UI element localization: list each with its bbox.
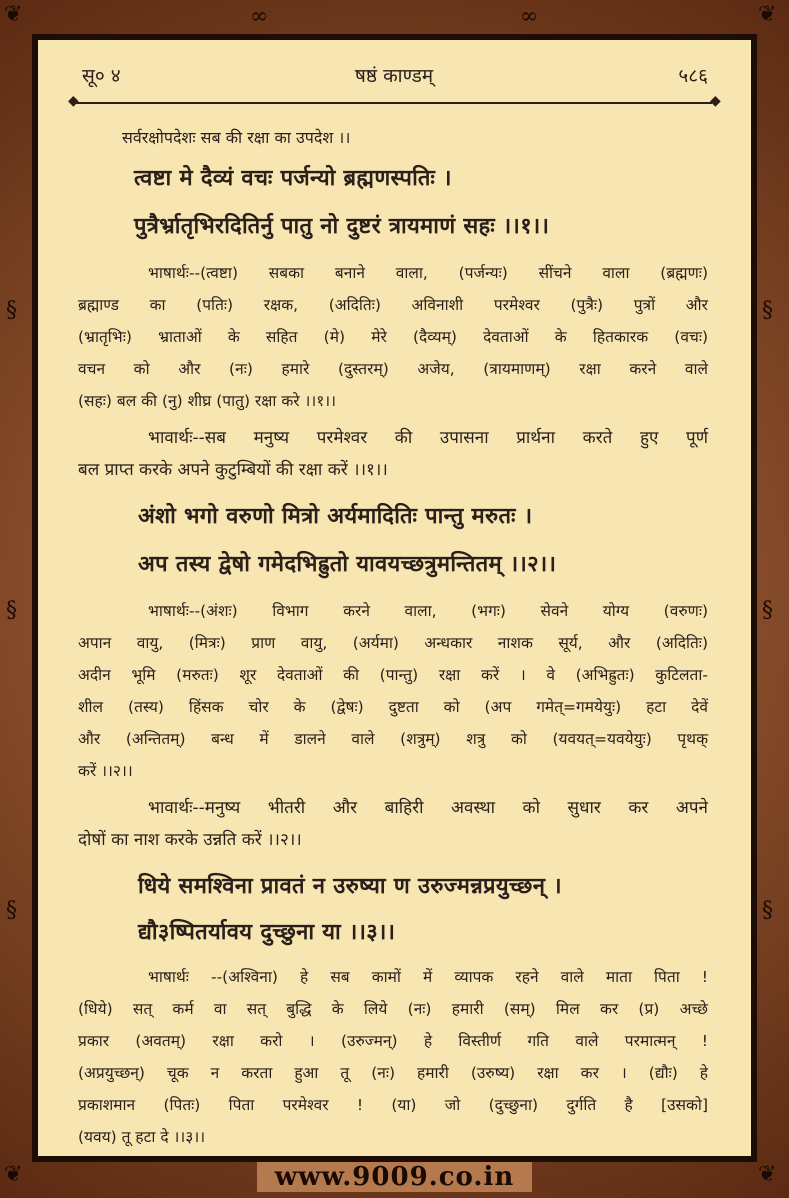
ornament-icon: ∞ [250,4,269,29]
bhasharth-line: (धिये) सत् कर्म वा सत् बुद्धि के लिये (नः) हमारी (सम्) मिल कर (प्र) अच्छे [78,1000,708,1018]
bhasharth-line: प्रकाशमान (पितः) पिता परमेश्वर ! (या) जो (दुच्छुना) दुर्गति है [उसको] [78,1096,708,1114]
ornament-icon: § [762,598,773,623]
page-number: ५८६ [678,65,708,87]
bhasharth-line: (यवय) तू हटा दे ।।३।। [78,1128,206,1146]
bhasharth-line: भाषार्थः--(त्वष्टा) सबका बनाने वाला, (पर्जन्यः) सींचने वाला (ब्रह्मणः) [148,264,708,282]
rule-ornament-icon: ◆ [710,93,721,109]
ornament-icon: ❦ [4,2,23,27]
ornament-icon: § [762,298,773,323]
bhavarth-line: दोषों का नाश करके उन्नति करें ।।२।। [78,830,302,850]
ornament-icon: § [6,898,17,923]
bhasharth-line: वचन को और (नः) हमारे (दुस्तरम्) अजेय, (त्रायमाणम्) रक्षा करने वाले [78,360,708,378]
bhavarth-line: भावार्थः--सब मनुष्य परमेश्वर की उपासना प्रार्थना करते हुए पूर्ण [148,428,708,448]
bhasharth-line: भाषार्थः --(अश्विना) हे सब कामों में व्यापक रहने वाले माता पिता ! [148,968,708,986]
ornament-icon: ❦ [758,2,777,27]
rule-ornament-icon: ◆ [68,93,79,109]
bhasharth-line: ब्रह्माण्ड का (पतिः) रक्षक, (अदितिः) अविनाशी परमेश्वर (पुत्रैः) पुत्रों और [78,296,708,314]
ornament-icon: § [762,898,773,923]
ornament-icon: ❦ [758,1162,777,1187]
bhasharth-line: शील (तस्य) हिंसक चोर के (द्वेषः) दुष्टता को (अप गमेत्=गमयेयुः) हटा देवें [78,698,708,716]
page-header [74,62,714,92]
bhasharth-line: करें ।।२।। [78,762,133,780]
website-url [0,1162,789,1192]
ornament-icon: § [6,598,17,623]
website-url-text: www.9009.co.in [257,1162,533,1192]
bhavarth-line: बल प्राप्त करके अपने कुटुम्बियों की रक्षा करें ।।१।। [78,460,388,480]
bhasharth-line: अपान वायु, (मित्रः) प्राण वायु, (अर्यमा) अन्धकार नाशक सूर्य, और (अदितिः) [78,634,708,652]
bhasharth-line: भाषार्थः--(अंशः) विभाग करने वाला, (भगः) सेवने योग्य (वरुणः) [148,602,708,620]
verse-line: अंशो भगो वरुणो मित्रो अर्यमादितिः पान्तु मरुतः । [138,504,533,529]
sukta-number: सू० ४ [82,65,121,87]
header-rule [76,102,712,104]
ornament-icon: ❦ [4,1162,23,1187]
kanda-title: षष्ठं काण्डम् [354,65,434,87]
verse-line: द्यौ३ष्पितर्यावय दुच्छुना या ।।३।। [138,920,396,945]
document-page [38,40,751,1156]
verse-line: अप तस्य द्वेषो गमेदभिह्रुतो यावयच्छत्रुमन्तितम् ।।२।। [138,552,557,577]
bhasharth-line: और (अन्तितम्) बन्ध में डालने वाले (शत्रुम्) शत्रु को (यवयत्=यवयेयुः) पृथक् [78,730,708,748]
ornament-icon: ∞ [520,4,539,29]
verse-line: त्वष्टा मे दैव्यं वचः पर्जन्यो ब्रह्मणस्पतिः । [134,166,452,191]
bhasharth-line: अदीन भूमि (मरुतः) शूर देवताओं की (पान्तु) रक्षा करें । वे (अभिह्रुतः) कुटिलता- [78,666,708,684]
verse-line: धिये समश्विना प्रावतं न उरुष्या ण उरुज्मन्नप्रयुच्छन् । [138,874,562,899]
bhasharth-line: (अप्रयुच्छन्) चूक न करता हुआ तू (नः) हमारी (उरुष्य) रक्षा कर । (द्यौः) हे [78,1064,708,1082]
verse-line: पुत्रैर्भ्रातृभिरदितिर्नु पातु नो दुष्टरं त्रायमाणं सहः ।।१।। [134,214,550,239]
bhasharth-line: प्रकार (अवतम्) रक्षा करो । (उरुज्मन्) हे विस्तीर्ण गति वाले परमात्मन् ! [78,1032,708,1050]
ornament-icon: § [6,298,17,323]
topic-line: सर्वरक्षोपदेशः सब की रक्षा का उपदेश ।। [122,128,351,147]
bhasharth-line: (सहः) बल की (नु) शीघ्र (पातु) रक्षा करे ।।१।। [78,392,337,410]
bhasharth-line: (भ्रातृभिः) भ्राताओं के सहित (मे) मेरे (दैव्यम्) देवताओं के हितकारक (वचः) [78,328,708,346]
bhavarth-line: भावार्थः--मनुष्य भीतरी और बाहिरी अवस्था को सुधार कर अपने [148,798,708,818]
